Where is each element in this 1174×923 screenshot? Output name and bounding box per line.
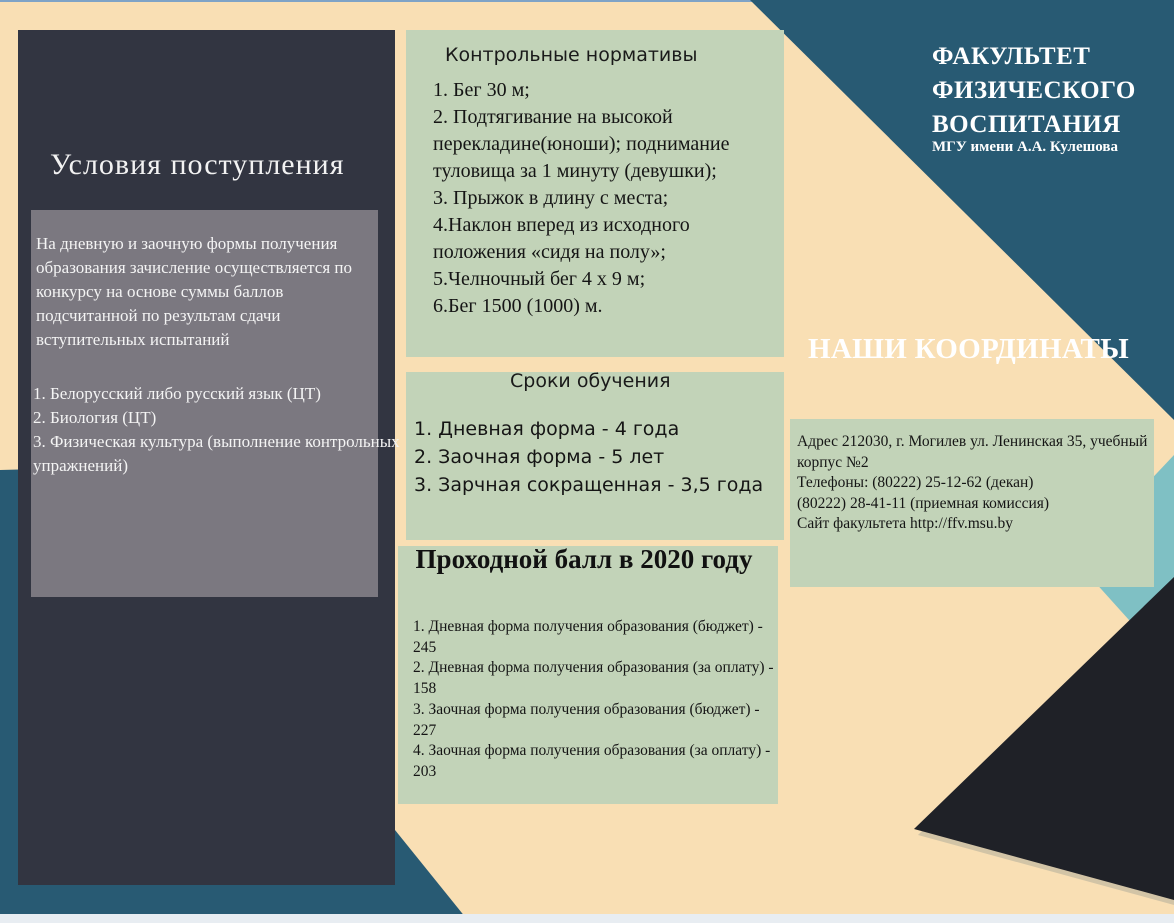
passing-scores-title: Проходной балл в 2020 году — [415, 544, 753, 574]
coordinates-text — [797, 432, 1157, 535]
period-item: 1. Дневная форма - 4 года — [414, 418, 680, 440]
norms-title: Контрольные нормативы — [445, 44, 698, 66]
period-item: 3. Зарчная сокращенная - 3,5 года — [414, 474, 764, 496]
bg-black-diamond — [914, 577, 1174, 900]
score-item: 1. Дневная форма получения образования (бюджет) - 245 — [413, 618, 763, 656]
norm-item: 5.Челночный бег 4 х 9 м; — [433, 268, 646, 290]
score-item: 2. Дневная форма получения образования (за оплату) - 158 — [413, 659, 774, 698]
study-periods-title: Сроки обучения — [510, 370, 671, 392]
norm-item: 6.Бег 1500 (1000) м. — [433, 295, 603, 317]
exam-list — [33, 382, 403, 478]
exam-item: 2. Биология (ЦТ) — [33, 408, 157, 427]
norm-item: 3. Прыжок в длину с места; — [433, 187, 669, 209]
address-line: Адрес 212030, г. Могилев ул. Ленинская 35, учебный корпус №2 — [797, 433, 1148, 471]
norm-item: 1. Бег 30 м; — [433, 79, 530, 101]
exam-item: 1. Белорусский либо русский язык (ЦТ) — [33, 384, 321, 403]
period-item: 2. Заочная форма - 5 лет — [414, 446, 665, 468]
faculty-title — [932, 40, 1147, 142]
norms-list — [433, 77, 783, 320]
study-periods-list — [414, 415, 784, 499]
phone-admissions-line: (80222) 28-41-11 (приемная комиссия) — [797, 494, 1050, 512]
norm-item: 2. Подтягивание на высокой перекладине(юноши); поднимание туловища за 1 минуту (девушки); — [433, 106, 730, 182]
score-item: 3. Заочная форма получения образования (бюджет) - 227 — [413, 700, 760, 739]
admission-title: Условия поступления — [50, 148, 345, 181]
bg-teal-triangle-bottom — [395, 830, 470, 923]
score-item: 4. Заочная форма получения образования (за оплату) - 203 — [413, 742, 771, 780]
faculty-subtitle: МГУ имени А.А. Кулешова — [932, 139, 1119, 155]
admission-description: На дневную и заочную формы получения образования зачисление осуществляется по конкурсу на основе суммы баллов подсчитанной по результам сдачи вступительных испытаний — [36, 234, 352, 349]
bottom-border-line — [0, 914, 1174, 923]
phone-dean-line: Телефоны: (80222) 25-12-62 (декан) — [797, 474, 1034, 491]
norm-item: 4.Наклон вперед из исходного положения «сидя на полу»; — [433, 214, 690, 263]
coordinates-heading: НАШИ КООРДИНАТЫ — [808, 333, 1129, 365]
exam-item: 3. Физическая культура (выполнение контрольных упражнений) — [33, 432, 400, 475]
website-line: Сайт факультета http://ffv.msu.by — [797, 515, 1013, 532]
passing-scores-list — [413, 617, 775, 783]
faculty-title-text: ФАКУЛЬТЕТ ФИЗИЧЕСКОГО ВОСПИТАНИЯ — [932, 43, 1136, 138]
